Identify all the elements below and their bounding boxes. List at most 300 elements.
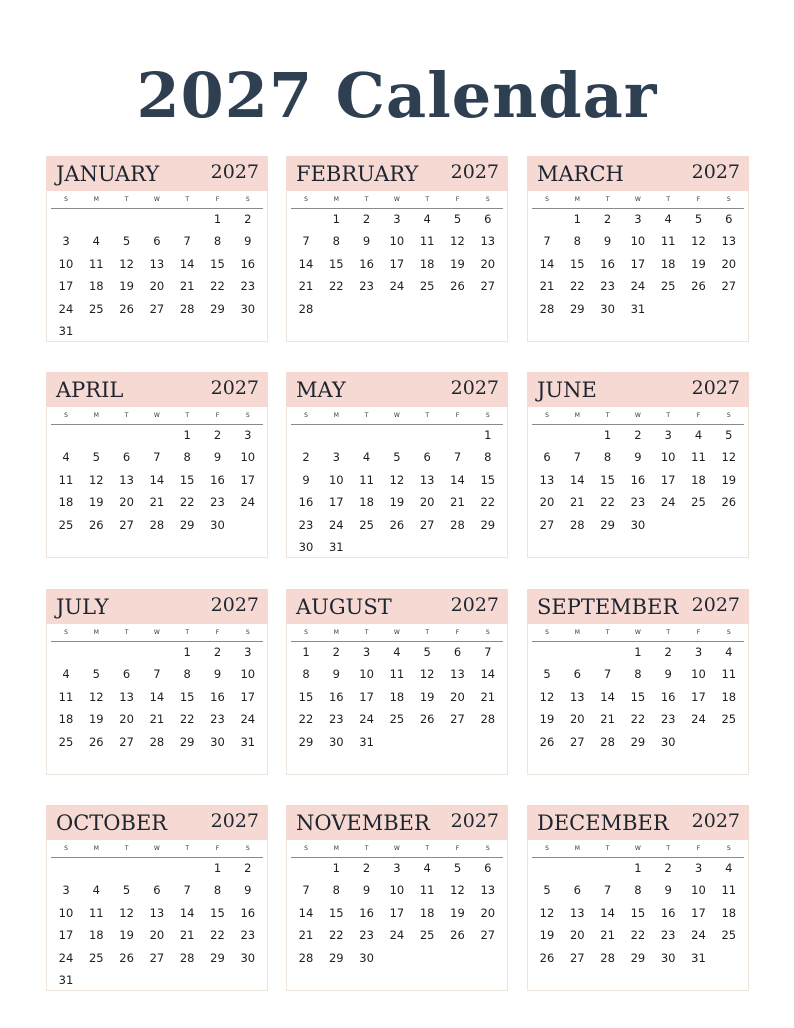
- day-cell: 1: [603, 428, 612, 442]
- day-cell: 15: [569, 256, 585, 271]
- month-card-august: [286, 589, 508, 775]
- day-cell: 25: [721, 712, 737, 727]
- day-cell: 21: [569, 495, 585, 510]
- day-cell: 3: [244, 645, 252, 659]
- day-cell: 5: [694, 212, 703, 226]
- weekday-label: M: [93, 845, 99, 852]
- month-name: DECEMBER: [537, 811, 669, 835]
- day-cell: 25: [58, 517, 74, 532]
- day-cell: 1: [183, 645, 191, 659]
- weekday-label: S: [726, 629, 731, 636]
- day-cell: 6: [423, 450, 431, 465]
- weekday-label: S: [245, 629, 250, 636]
- day-cell: 30: [359, 950, 374, 965]
- day-cell: 14: [298, 905, 314, 920]
- day-cell: 7: [183, 883, 191, 898]
- day-cell: 15: [210, 905, 225, 920]
- weekday-label: W: [393, 196, 400, 203]
- weekday-label: T: [425, 412, 430, 419]
- weekday-label: W: [634, 196, 641, 203]
- day-cell: 18: [660, 256, 676, 271]
- day-cell: 28: [569, 517, 585, 532]
- day-cell: 12: [88, 689, 104, 704]
- weekday-label: S: [245, 412, 250, 419]
- day-cell: 29: [179, 517, 195, 532]
- day-cell: 30: [240, 950, 256, 965]
- day-cell: 12: [539, 905, 555, 920]
- day-cell: 21: [298, 928, 314, 943]
- month-year: 2027: [691, 810, 740, 832]
- day-cell: 22: [179, 495, 195, 510]
- month-header: [527, 372, 749, 407]
- day-cell: 30: [210, 517, 225, 532]
- day-cell: 11: [88, 256, 104, 271]
- weekday-label: M: [574, 629, 580, 636]
- day-cell: 7: [453, 450, 462, 465]
- day-cell: 11: [660, 234, 676, 249]
- day-cell: 19: [389, 495, 405, 510]
- day-cell: 19: [450, 256, 465, 271]
- day-cell: 18: [88, 279, 104, 294]
- day-cell: 18: [88, 928, 104, 943]
- month-header: [46, 589, 268, 624]
- day-cell: 7: [603, 883, 612, 898]
- day-cell: 3: [62, 234, 70, 249]
- day-cell: 5: [453, 212, 462, 226]
- month-name: OCTOBER: [56, 811, 168, 835]
- day-cell: 22: [210, 279, 225, 294]
- month-year: 2027: [450, 161, 499, 183]
- day-cell: 29: [569, 301, 585, 316]
- day-cell: 31: [630, 301, 646, 316]
- day-cell: 21: [450, 495, 465, 510]
- weekday-label: T: [666, 629, 671, 636]
- day-cell: 30: [660, 734, 676, 749]
- month-card-april: [46, 372, 268, 558]
- day-cell: 6: [153, 234, 161, 249]
- day-cell: 15: [480, 472, 496, 487]
- day-cell: 26: [691, 279, 706, 294]
- day-cell: 21: [149, 712, 165, 727]
- day-cell: 9: [213, 450, 222, 465]
- day-cell: 6: [543, 450, 551, 465]
- day-cell: 3: [362, 645, 371, 659]
- day-cell: 10: [691, 667, 706, 682]
- weekday-label: W: [153, 845, 160, 852]
- day-cell: 25: [389, 712, 405, 727]
- day-cell: 20: [119, 495, 134, 510]
- weekday-label: M: [333, 412, 339, 419]
- weekday-label: T: [124, 412, 129, 419]
- day-cell: 8: [302, 667, 310, 682]
- month-name: MARCH: [537, 162, 624, 186]
- day-cell: 28: [539, 301, 555, 316]
- weekday-row: [51, 410, 263, 425]
- day-cell: 21: [179, 279, 195, 294]
- day-cell: 31: [58, 973, 74, 987]
- day-cell: 28: [149, 517, 165, 532]
- day-cell: 12: [389, 472, 405, 487]
- day-cell: 12: [539, 689, 555, 704]
- weekday-label: M: [93, 412, 99, 419]
- month-year: 2027: [450, 810, 499, 832]
- day-cell: 14: [569, 472, 585, 487]
- day-cell: 21: [600, 928, 615, 943]
- day-cell: 2: [362, 212, 371, 226]
- day-cell: 19: [691, 256, 706, 271]
- day-cell: 3: [393, 212, 401, 226]
- day-cell: 20: [480, 256, 496, 271]
- day-cell: 24: [240, 712, 256, 727]
- day-cell: 10: [240, 450, 256, 465]
- weekday-label: F: [696, 196, 701, 203]
- day-cell: 26: [389, 517, 405, 532]
- month-card-january: [46, 156, 268, 342]
- day-cell: 29: [630, 734, 646, 749]
- day-cell: 26: [539, 734, 555, 749]
- weekday-label: S: [245, 196, 250, 203]
- month-card-may: [286, 372, 508, 558]
- day-cell: 9: [362, 883, 371, 898]
- weekday-label: T: [425, 629, 430, 636]
- day-cell: 17: [389, 256, 405, 271]
- day-cell: 10: [328, 472, 344, 487]
- day-cell: 6: [573, 667, 581, 682]
- day-cell: 11: [389, 667, 405, 682]
- day-cell: 10: [240, 667, 256, 682]
- weekday-label: T: [185, 412, 190, 419]
- day-cell: 8: [634, 667, 642, 682]
- day-cell: 19: [539, 712, 555, 727]
- day-cell: 26: [419, 712, 435, 727]
- weekday-label: W: [153, 196, 160, 203]
- day-cell: 2: [664, 861, 672, 875]
- day-cell: 5: [423, 645, 431, 659]
- weekday-label: S: [64, 845, 68, 852]
- day-cell: 6: [725, 212, 733, 226]
- month-name: MAY: [296, 378, 346, 402]
- day-cell: 12: [119, 905, 134, 920]
- day-cell: 23: [660, 712, 676, 727]
- day-cell: 12: [450, 883, 465, 898]
- day-cell: 7: [543, 234, 551, 249]
- day-cell: 7: [302, 883, 310, 898]
- day-cell: 5: [543, 667, 551, 682]
- day-cell: 11: [58, 689, 74, 704]
- day-cell: 6: [122, 450, 131, 465]
- day-cell: 2: [362, 861, 371, 875]
- day-cell: 23: [240, 279, 256, 294]
- day-cell: 6: [453, 645, 462, 659]
- day-cell: 10: [58, 256, 74, 271]
- day-cell: 16: [630, 472, 646, 487]
- day-cell: 27: [419, 517, 435, 532]
- day-cell: 7: [302, 234, 310, 249]
- day-cell: 18: [359, 495, 374, 510]
- day-cell: 15: [179, 689, 195, 704]
- day-cell: 5: [92, 667, 100, 682]
- day-cell: 23: [210, 495, 225, 510]
- weekday-label: T: [364, 412, 369, 419]
- day-cell: 14: [600, 689, 615, 704]
- weekday-label: S: [545, 412, 549, 419]
- weekday-label: M: [333, 845, 339, 852]
- day-cell: 21: [298, 279, 314, 294]
- month-header: [286, 372, 508, 407]
- day-cell: 25: [88, 950, 104, 965]
- day-cell: 22: [600, 495, 615, 510]
- day-cell: 14: [179, 905, 195, 920]
- day-cell: 1: [213, 861, 222, 875]
- day-cell: 19: [119, 928, 134, 943]
- weekday-label: T: [605, 412, 610, 419]
- day-cell: 18: [691, 472, 706, 487]
- day-cell: 31: [691, 950, 706, 965]
- weekday-label: T: [364, 845, 369, 852]
- weekday-label: S: [304, 412, 308, 419]
- day-cell: 15: [328, 905, 344, 920]
- day-cell: 8: [183, 450, 191, 465]
- weekday-row: [291, 194, 503, 209]
- weekday-label: F: [696, 412, 701, 419]
- day-cell: 6: [153, 883, 161, 898]
- day-cell: 4: [423, 212, 431, 226]
- weekday-label: M: [574, 412, 580, 419]
- day-cell: 29: [179, 734, 195, 749]
- day-cell: 19: [119, 279, 134, 294]
- day-cell: 13: [480, 883, 496, 898]
- day-cell: 16: [210, 689, 225, 704]
- weekday-label: T: [124, 629, 129, 636]
- day-cell: 5: [725, 428, 733, 442]
- day-cell: 16: [359, 256, 374, 271]
- day-cell: 29: [298, 734, 314, 749]
- day-cell: 21: [600, 712, 615, 727]
- day-cell: 10: [359, 667, 374, 682]
- weekday-label: F: [696, 629, 701, 636]
- day-cell: 24: [630, 279, 646, 294]
- day-cell: 8: [183, 667, 191, 682]
- weekday-label: S: [545, 845, 549, 852]
- day-cell: 19: [721, 472, 737, 487]
- day-cell: 27: [569, 950, 585, 965]
- day-cell: 1: [484, 428, 492, 442]
- day-cell: 3: [332, 450, 340, 465]
- day-cell: 16: [359, 905, 374, 920]
- day-cell: 28: [149, 734, 165, 749]
- weekday-row: [532, 843, 744, 858]
- day-cell: 23: [359, 928, 374, 943]
- month-name: AUGUST: [296, 595, 392, 619]
- day-cell: 28: [179, 301, 195, 316]
- day-cell: 24: [58, 950, 74, 965]
- day-cell: 26: [450, 279, 465, 294]
- day-cell: 5: [122, 234, 131, 249]
- day-cell: 9: [603, 234, 612, 249]
- weekday-row: [532, 194, 744, 209]
- day-cell: 26: [119, 301, 134, 316]
- day-cell: 11: [88, 905, 104, 920]
- day-cell: 29: [328, 950, 344, 965]
- day-cell: 22: [630, 928, 646, 943]
- month-header: [46, 805, 268, 840]
- day-cell: 28: [298, 950, 314, 965]
- weekday-label: T: [185, 845, 190, 852]
- day-cell: 20: [569, 712, 585, 727]
- day-cell: 27: [539, 517, 555, 532]
- month-card-february: [286, 156, 508, 342]
- day-cell: 30: [328, 734, 344, 749]
- month-card-november: [286, 805, 508, 991]
- day-cell: 9: [332, 667, 340, 682]
- day-cell: 26: [119, 950, 134, 965]
- day-cell: 20: [539, 495, 555, 510]
- day-cell: 8: [213, 883, 222, 898]
- day-cell: 1: [213, 212, 222, 226]
- weekday-label: F: [215, 196, 220, 203]
- day-cell: 30: [240, 301, 256, 316]
- day-cell: 21: [149, 495, 165, 510]
- month-year: 2027: [210, 161, 259, 183]
- day-cell: 5: [543, 883, 551, 898]
- weekday-label: M: [333, 196, 339, 203]
- day-cell: 28: [450, 517, 465, 532]
- month-name: JANUARY: [56, 162, 160, 186]
- weekday-label: M: [574, 196, 580, 203]
- day-cell: 24: [240, 495, 256, 510]
- day-cell: 4: [362, 450, 371, 465]
- day-cell: 12: [119, 256, 134, 271]
- day-cell: 25: [721, 928, 737, 943]
- day-cell: 15: [298, 689, 314, 704]
- day-cell: 9: [244, 234, 252, 249]
- day-cell: 27: [569, 734, 585, 749]
- day-cell: 18: [58, 495, 74, 510]
- weekday-label: S: [485, 412, 490, 419]
- month-header: [527, 589, 749, 624]
- day-cell: 26: [721, 495, 737, 510]
- day-cell: 27: [721, 279, 737, 294]
- day-cell: 23: [600, 279, 615, 294]
- day-cell: 1: [332, 212, 340, 226]
- day-cell: 3: [634, 212, 642, 226]
- month-card-december: [527, 805, 749, 991]
- day-cell: 17: [240, 689, 256, 704]
- weekday-label: W: [153, 412, 160, 419]
- day-cell: 4: [62, 667, 70, 682]
- day-cell: 20: [119, 712, 134, 727]
- day-cell: 29: [600, 517, 615, 532]
- weekday-label: T: [185, 629, 190, 636]
- weekday-label: F: [215, 629, 220, 636]
- day-cell: 16: [660, 905, 676, 920]
- month-year: 2027: [450, 594, 499, 616]
- day-cell: 13: [721, 234, 737, 249]
- month-year: 2027: [691, 377, 740, 399]
- day-cell: 13: [450, 667, 465, 682]
- weekday-label: W: [393, 412, 400, 419]
- day-cell: 8: [332, 883, 340, 898]
- day-cell: 15: [210, 256, 225, 271]
- weekday-label: W: [634, 845, 641, 852]
- day-cell: 7: [153, 450, 161, 465]
- day-cell: 10: [691, 883, 706, 898]
- day-cell: 19: [539, 928, 555, 943]
- day-cell: 25: [419, 279, 435, 294]
- day-cell: 23: [630, 495, 646, 510]
- day-cell: 15: [630, 905, 646, 920]
- day-cell: 17: [240, 472, 256, 487]
- day-cell: 12: [88, 472, 104, 487]
- day-cell: 2: [244, 212, 252, 226]
- month-year: 2027: [210, 810, 259, 832]
- weekday-label: W: [153, 629, 160, 636]
- weekday-row: [532, 410, 744, 425]
- day-cell: 27: [480, 928, 496, 943]
- day-cell: 14: [149, 472, 165, 487]
- weekday-row: [532, 627, 744, 642]
- day-cell: 5: [122, 883, 131, 898]
- weekday-label: W: [393, 845, 400, 852]
- weekday-label: T: [124, 845, 129, 852]
- day-cell: 6: [573, 883, 581, 898]
- month-year: 2027: [450, 377, 499, 399]
- day-cell: 20: [419, 495, 435, 510]
- day-cell: 14: [450, 472, 465, 487]
- day-cell: 9: [664, 667, 672, 682]
- day-cell: 16: [210, 472, 225, 487]
- weekday-row: [51, 194, 263, 209]
- day-cell: 15: [179, 472, 195, 487]
- day-cell: 9: [244, 883, 252, 898]
- day-cell: 16: [240, 256, 256, 271]
- day-cell: 17: [691, 905, 706, 920]
- page-title: 2027 Calendar: [136, 59, 658, 132]
- day-cell: 20: [569, 928, 585, 943]
- day-cell: 23: [210, 712, 225, 727]
- month-name: FEBRUARY: [296, 162, 419, 186]
- weekday-label: S: [64, 196, 68, 203]
- day-cell: 5: [393, 450, 401, 465]
- month-card-september: [527, 589, 749, 775]
- day-cell: 14: [480, 667, 496, 682]
- weekday-label: M: [574, 845, 580, 852]
- day-cell: 29: [480, 517, 496, 532]
- weekday-label: S: [304, 629, 308, 636]
- day-cell: 7: [573, 450, 581, 465]
- day-cell: 27: [450, 712, 465, 727]
- weekday-label: F: [455, 845, 460, 852]
- day-cell: 25: [58, 734, 74, 749]
- day-cell: 8: [634, 883, 642, 898]
- day-cell: 4: [62, 450, 70, 465]
- day-cell: 2: [244, 861, 252, 875]
- day-cell: 8: [332, 234, 340, 249]
- day-cell: 30: [210, 734, 225, 749]
- day-cell: 26: [88, 517, 104, 532]
- day-cell: 17: [328, 495, 344, 510]
- day-cell: 25: [419, 928, 435, 943]
- day-cell: 28: [298, 301, 314, 316]
- day-cell: 17: [660, 472, 676, 487]
- day-cell: 16: [240, 905, 256, 920]
- day-cell: 7: [183, 234, 191, 249]
- day-cell: 18: [419, 905, 435, 920]
- weekday-label: S: [245, 845, 250, 852]
- day-cell: 10: [660, 450, 676, 465]
- day-cell: 7: [603, 667, 612, 682]
- day-cell: 24: [328, 517, 344, 532]
